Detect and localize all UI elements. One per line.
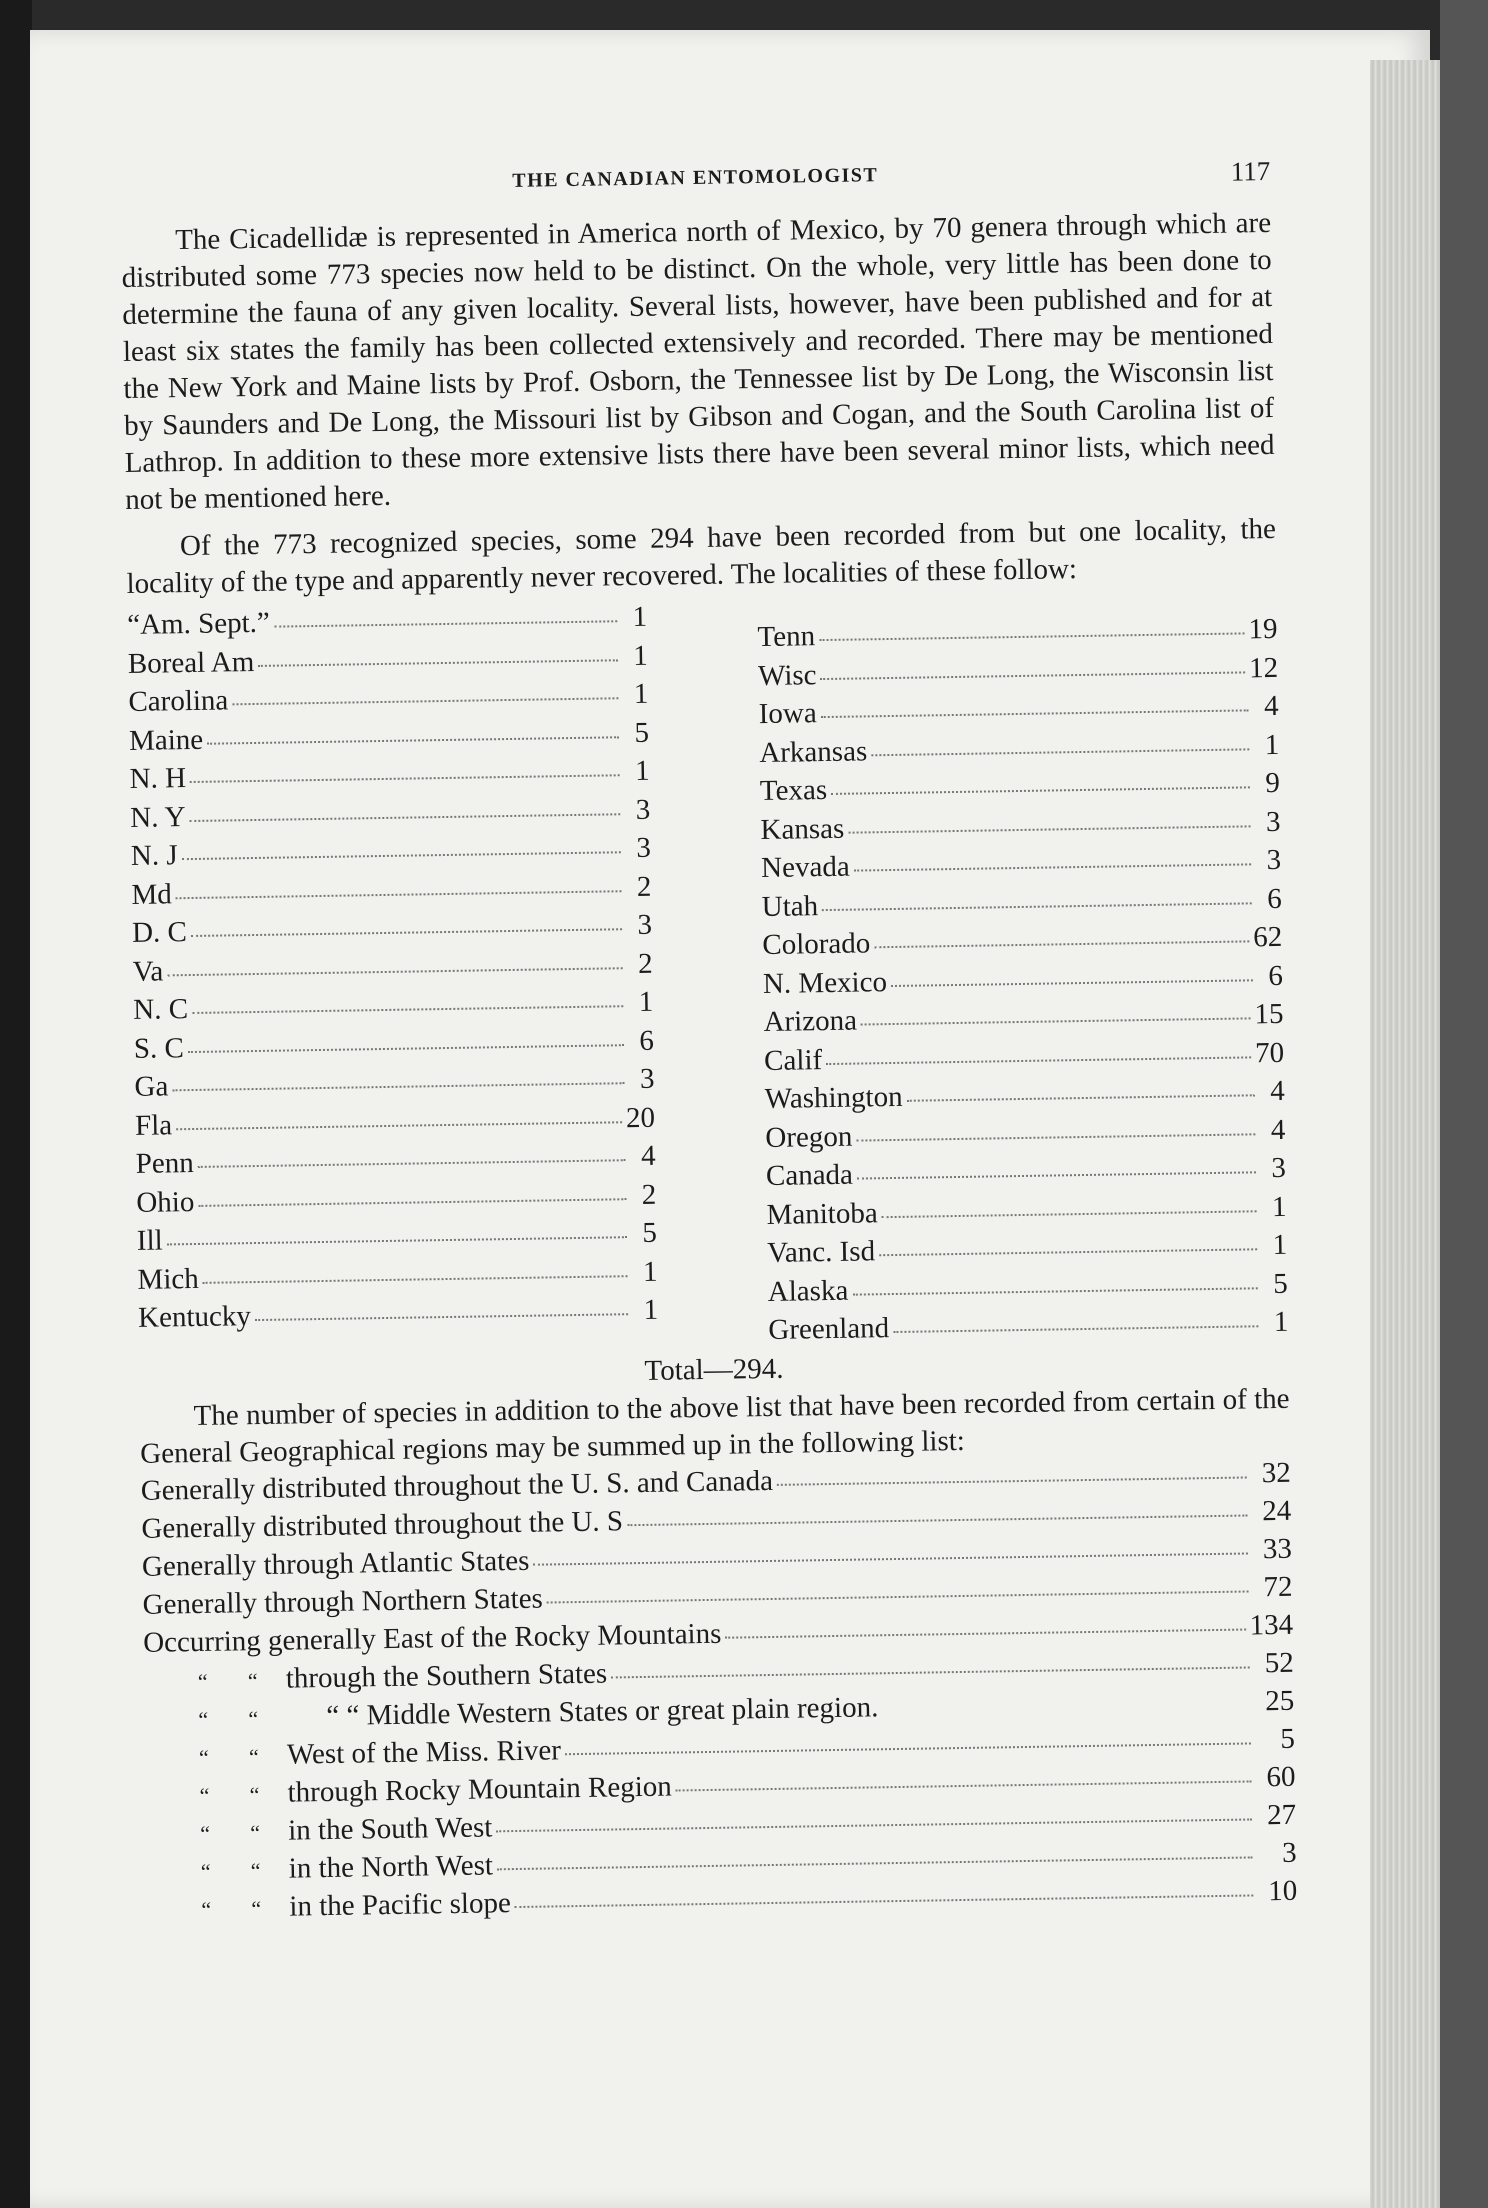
locality-count: 4 (1263, 689, 1279, 723)
page-shadow (1440, 0, 1488, 2208)
leader-dots (167, 965, 622, 976)
paragraph-intro: The Cicadellidæ is represented in America north of Mexico, by 70 genera through which are distributed some 773 species now held to be distinct. On the whole, very little has been done to determine the fauna of any given locality. Several lists, however, have been published and for at least six states the family has been collected extensively and recorded. There may be mentioned the New York and Maine lists by Prof. Osborn, the Tennessee list by De Long, the Wisconsin list by Saunders and De Long, the Missouri list by Gibson and Cogan, and the South Carolina list of Lathrop. In addition to these more extensive lists there have been several minor lists, which need not be mentioned here. (121, 206, 1275, 516)
book-spine (0, 0, 32, 2208)
ditto-mark: “ (248, 1705, 259, 1731)
ditto-mark: “ (200, 1858, 211, 1884)
locality-name: Kentucky (137, 1300, 252, 1334)
leader-dots (854, 861, 1251, 871)
region-label: Generally through Atlantic States (141, 1544, 530, 1583)
localities-left-column (127, 599, 659, 1361)
ditto-marks (145, 1774, 288, 1814)
locality-name: Alaska (767, 1274, 849, 1308)
leader-dots (198, 1196, 626, 1207)
ditto-mark: “ (249, 1781, 260, 1807)
leader-dots (852, 1285, 1257, 1295)
ditto-mark: “ (200, 1820, 211, 1846)
leader-dots (874, 938, 1249, 948)
ditto-mark: “ (198, 1744, 209, 1770)
locality-name: Boreal Am (127, 645, 255, 680)
locality-count: 12 (1248, 651, 1279, 684)
locality-count: 1 (632, 600, 648, 634)
locality-name: Oregon (765, 1120, 853, 1154)
locality-count: 3 (639, 1062, 655, 1095)
leader-dots (190, 772, 620, 783)
locality-row (138, 1292, 659, 1339)
locality-name: S. C (133, 1031, 185, 1065)
locality-count: 3 (637, 908, 653, 941)
locality-count: 9 (1265, 766, 1281, 800)
region-count: 5 (1280, 1722, 1296, 1755)
ditto-marks (145, 1736, 288, 1776)
regions-list (141, 1454, 1298, 1928)
locality-count: 2 (641, 1178, 657, 1211)
locality-name: Calif (763, 1043, 823, 1077)
leader-dots (167, 1234, 627, 1245)
paragraph-localities-intro: Of the 773 recognized species, some 294 have been recorded from but one locality, the locality of the type and apparently never recovered. The localities of these follow: (126, 512, 1277, 600)
leader-dots (274, 618, 617, 627)
leader-dots (611, 1666, 1250, 1678)
leader-dots (819, 630, 1244, 641)
leader-dots (831, 784, 1250, 795)
localities-right-column (757, 589, 1289, 1351)
region-label: Generally distributed throughout the U. S. and Canada (140, 1464, 774, 1507)
leader-dots (182, 849, 621, 860)
leader-dots (777, 1476, 1247, 1485)
locality-name: Wisc (757, 658, 817, 692)
locality-name: Nevada (760, 850, 850, 885)
leader-dots (725, 1628, 1245, 1638)
leader-dots (496, 1818, 1252, 1832)
locality-count: 62 (1253, 920, 1283, 954)
locality-name: Utah (761, 889, 819, 923)
region-label: Generally through Northern States (142, 1582, 544, 1621)
region-count: 27 (1266, 1798, 1297, 1831)
leader-dots (882, 1208, 1257, 1218)
locality-name: “Am. Sept.” (126, 606, 271, 641)
locality-name: Ohio (136, 1185, 195, 1219)
leader-dots (848, 823, 1250, 833)
locality-count: 6 (639, 1024, 655, 1057)
leader-dots (871, 746, 1249, 756)
locality-name: Mich (137, 1262, 199, 1296)
locality-name: D. C (131, 916, 188, 949)
locality-name: Va (132, 954, 164, 988)
region-label: Generally distributed throughout the U. S (141, 1504, 624, 1545)
leader-dots (172, 1080, 624, 1091)
locality-row (768, 1304, 1289, 1351)
locality-count: 70 (1254, 1036, 1285, 1069)
locality-count: 4 (1269, 1074, 1285, 1108)
locality-count: 5 (634, 716, 650, 749)
leader-dots (232, 695, 618, 705)
locality-count: 6 (1268, 959, 1284, 992)
leader-dots (879, 1246, 1257, 1256)
region-count: 3 (1281, 1836, 1297, 1869)
leader-dots (198, 1157, 626, 1168)
locality-count: 3 (1266, 843, 1282, 877)
paragraph-regions-intro: The number of species in addition to the above list that have been recorded from certain of the General Geographical regions may be summed up in the following list: (139, 1382, 1290, 1470)
leader-dots (191, 926, 622, 937)
leader-dots (857, 1169, 1256, 1179)
leader-dots (891, 977, 1253, 987)
locality-count: 1 (1272, 1228, 1288, 1262)
locality-name: Ill (136, 1224, 163, 1257)
leader-dots (255, 1311, 628, 1321)
leader-dots (515, 1894, 1253, 1908)
locality-name: Canada (765, 1158, 854, 1193)
locality-name: N. Mexico (762, 965, 888, 1000)
leader-dots (258, 657, 618, 667)
locality-count: 19 (1248, 612, 1278, 646)
ditto-mark: “ (247, 1667, 258, 1693)
locality-count: 1 (642, 1255, 658, 1288)
region-count: 52 (1264, 1646, 1294, 1679)
ditto-marks (147, 1888, 290, 1928)
locality-count: 4 (1270, 1113, 1286, 1146)
leader-dots (821, 707, 1249, 718)
locality-count: 1 (1271, 1190, 1287, 1223)
locality-name: N. J (130, 839, 178, 872)
ditto-mark: “ (248, 1743, 259, 1769)
spacer (878, 1710, 1254, 1716)
localities-table (127, 589, 1289, 1360)
locality-count: 3 (635, 793, 651, 826)
leader-dots (821, 669, 1246, 680)
ditto-mark: “ (251, 1895, 262, 1921)
locality-name: N. Y (130, 800, 186, 834)
leader-dots (547, 1590, 1249, 1603)
region-count: 24 (1262, 1494, 1292, 1527)
leader-dots (188, 1042, 624, 1053)
region-label: in the Pacific slope (289, 1886, 512, 1923)
locality-name: Penn (135, 1146, 194, 1180)
locality-count: 1 (633, 639, 649, 672)
region-count: 10 (1268, 1874, 1298, 1907)
locality-count: 5 (642, 1216, 658, 1249)
leader-dots (533, 1552, 1248, 1565)
page-number: 117 (1230, 155, 1271, 187)
leader-dots (907, 1092, 1255, 1101)
locality-name: Vanc. Isd (766, 1235, 876, 1269)
locality-count: 1 (1264, 728, 1280, 761)
ditto-mark: “ (199, 1782, 210, 1808)
locality-count: 20 (625, 1101, 656, 1134)
locality-name: Md (131, 877, 173, 911)
region-label: through Rocky Mountain Region (287, 1770, 673, 1809)
leader-dots (176, 1119, 622, 1130)
leader-dots (497, 1856, 1253, 1870)
leader-dots (893, 1323, 1258, 1333)
locality-name: Maine (128, 723, 204, 757)
leader-dots (822, 900, 1252, 911)
locality-count: 3 (636, 831, 652, 865)
locality-name: Arizona (763, 1004, 858, 1039)
region-label: in the South West (287, 1810, 493, 1847)
locality-name: N. C (133, 993, 189, 1026)
leader-dots (826, 1054, 1251, 1065)
region-count: 25 (1265, 1684, 1295, 1717)
leader-dots (190, 811, 621, 822)
ditto-marks (147, 1850, 290, 1890)
locality-count: 2 (637, 947, 653, 980)
ditto-mark: “ (201, 1896, 212, 1922)
locality-name: Iowa (758, 697, 817, 731)
leader-dots (203, 1273, 628, 1284)
locality-name: Colorado (762, 927, 871, 962)
locality-name: N. H (129, 762, 187, 795)
ditto-mark: “ (198, 1706, 209, 1732)
leader-dots (856, 1131, 1255, 1141)
leader-dots (192, 1003, 623, 1014)
locality-count: 3 (1271, 1151, 1287, 1185)
leader-dots (627, 1514, 1247, 1526)
leader-dots (207, 734, 619, 744)
leader-dots (861, 1015, 1251, 1025)
locality-count: 15 (1254, 997, 1284, 1031)
page-content (120, 151, 1297, 1928)
region-count: 60 (1266, 1760, 1296, 1793)
locality-name: Greenland (768, 1312, 890, 1346)
locality-name: Kansas (760, 812, 845, 846)
locality-name: Washington (764, 1080, 903, 1116)
ditto-marks (144, 1698, 287, 1738)
page-edges (1370, 60, 1440, 2208)
locality-count: 1 (643, 1293, 659, 1326)
region-count: 72 (1263, 1570, 1293, 1603)
region-label: in the North West (288, 1848, 494, 1885)
locality-count: 1 (633, 677, 649, 711)
total-line: Total—294. (644, 1352, 784, 1387)
region-label: West of the Miss. River (286, 1733, 562, 1771)
locality-count: 2 (636, 870, 652, 903)
locality-name: Fla (134, 1108, 173, 1142)
region-count: 33 (1262, 1532, 1293, 1565)
locality-count: 1 (638, 985, 654, 1018)
ditto-marks (144, 1660, 287, 1700)
region-label: through the Southern States (285, 1657, 608, 1695)
locality-count: 1 (1273, 1305, 1289, 1339)
ditto-mark: “ (250, 1857, 261, 1883)
locality-name: Tenn (757, 620, 816, 654)
region-label: Occurring generally East of the Rocky Mountains (142, 1617, 722, 1659)
ditto-mark: “ (250, 1819, 261, 1845)
running-title: THE CANADIAN ENTOMOLOGIST (512, 164, 879, 192)
leader-dots (676, 1780, 1252, 1791)
leader-dots (565, 1742, 1251, 1755)
ditto-marks (146, 1812, 289, 1852)
locality-name: Carolina (128, 684, 229, 718)
leader-dots (176, 888, 622, 899)
locality-name: Manitoba (766, 1196, 878, 1231)
ditto-mark: “ (197, 1668, 208, 1694)
locality-count: 6 (1266, 882, 1282, 915)
locality-name: Ga (134, 1070, 169, 1103)
region-count: 134 (1249, 1608, 1294, 1641)
locality-count: 1 (634, 754, 650, 788)
locality-count: 4 (640, 1139, 656, 1172)
region-count: 32 (1261, 1456, 1291, 1489)
locality-count: 5 (1272, 1267, 1288, 1300)
locality-name: Texas (759, 774, 828, 808)
region-label: “ “ Middle Western States or great plain region. (326, 1690, 879, 1732)
locality-count: 3 (1265, 805, 1281, 838)
locality-name: Arkansas (759, 734, 868, 769)
